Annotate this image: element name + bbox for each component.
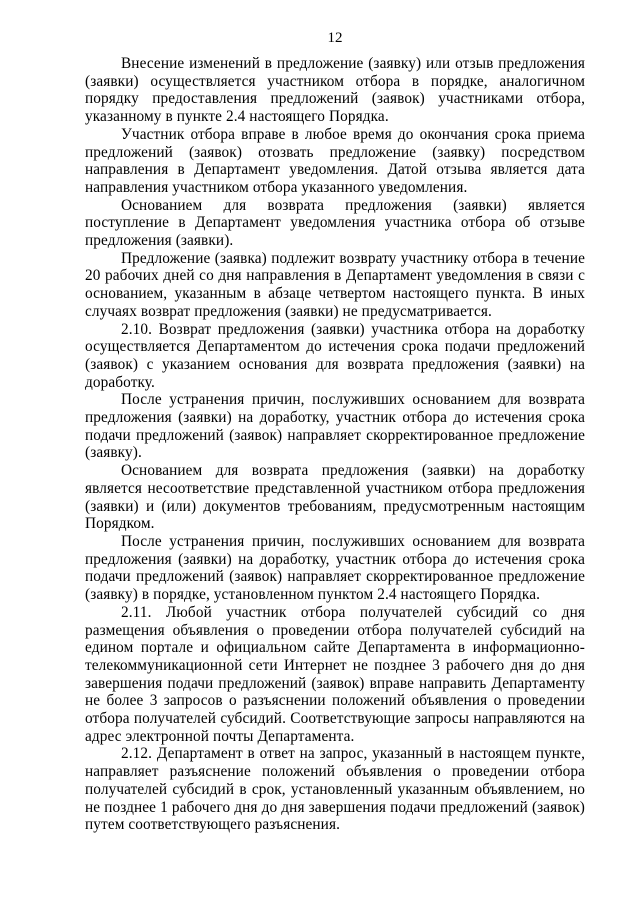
paragraph-2-12: 2.12. Департамент в ответ на запрос, указанный в настоящем пункте, направляет разъяснение положений объявления о проведении отбора получателей субсидий в срок, установленный указанным объявлением, но не позднее 1 рабочего дня до дня завершения подачи предложений (заявок) путем соответствующего разъяснения. <box>85 745 585 834</box>
paragraph-intro-amendments: Внесение изменений в предложение (заявку) или отзыв предложения (заявки) осуществляется участником отбора в порядке, аналогичном порядку предоставления предложений (заявок) участниками отбора, указанному в пункте 2.4 настоящего Порядка. <box>85 55 585 126</box>
paragraph-return-term: Предложение (заявка) подлежит возврату участнику отбора в течение 20 рабочих дней со дня направления в Департамент уведомления в связи с основанием, указанным в абзаце четвертом настоящего пункта. В иных случаях возврат предложения (заявки) не предусматривается. <box>85 249 585 320</box>
paragraph-corrected-proposal-order: После устранения причин, послуживших основанием для возврата предложения (заявки) на доработку, участник отбора до истечения срока подачи предложений (заявок) направляет скорректированное предложение (заявку) в порядке, установленном пунктом 2.4 настоящего Порядка. <box>85 532 585 604</box>
paragraph-corrected-proposal: После устранения причин, послуживших основанием для возврата предложения (заявки) на доработку, участник отбора до истечения срока подачи предложений (заявок) направляет скорректированное предложение (заявку). <box>85 391 585 462</box>
paragraph-rework-basis: Основанием для возврата предложения (заявки) на доработку является несоответствие представленной участником отбора предложения (заявки) и (или) документов требованиям, предусмотренным настоящим Порядком. <box>85 462 585 533</box>
document-body <box>85 55 585 834</box>
paragraph-withdrawal-right: Участник отбора вправе в любое время до окончания срока приема предложений (заявок) отозвать предложение (заявку) посредством направления в Департамент уведомления. Датой отзыва является дата направления участником отбора указанного уведомления. <box>85 125 585 196</box>
paragraph-2-10: 2.10. Возврат предложения (заявки) участника отбора на доработку осуществляется Департаментом до истечения срока подачи предложений (заявок) с указанием основания для возврата предложения (заявки) на доработку. <box>85 320 585 391</box>
paragraph-return-basis: Основанием для возврата предложения (заявки) является поступление в Департамент уведомления участника отбора об отзыве предложения (заявки). <box>85 196 585 250</box>
page-number: 12 <box>327 30 343 46</box>
paragraph-2-11: 2.11. Любой участник отбора получателей субсидий со дня размещения объявления о проведении отбора получателей субсидий на едином портале и официальном сайте Департамента в информационно-телекоммуникационной сети Интернет не позднее 3 рабочего дня до дня завершения подачи предложений (заявок) вправе направить Департаменту не более 3 запросов о разъяснении положений объявления о проведении отбора получателей субсидий. Соответствующие запросы направляются на адрес электронной почты Департамента. <box>85 603 585 745</box>
